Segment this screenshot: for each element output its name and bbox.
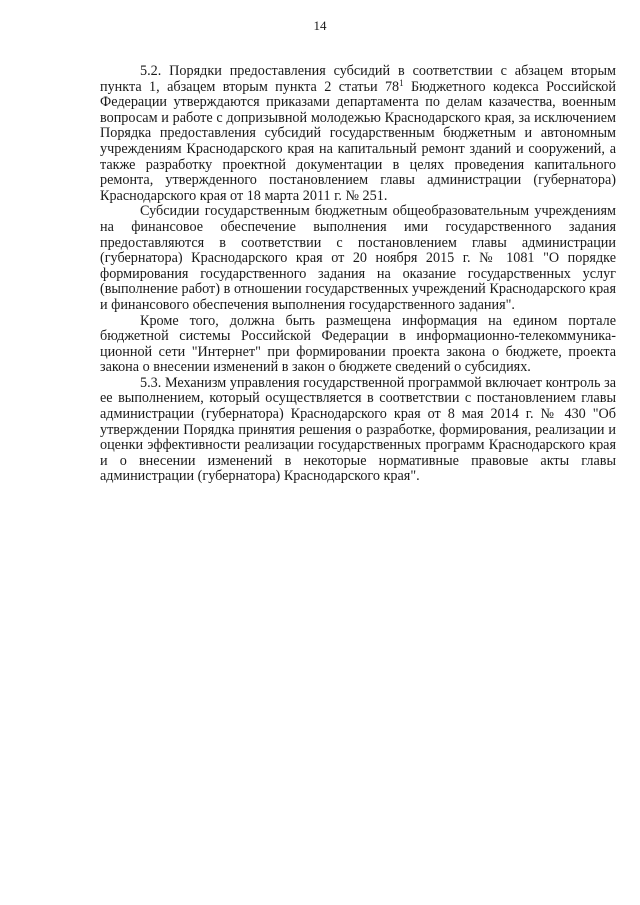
paragraph-5-2 bbox=[100, 64, 616, 204]
paragraph-5-3: 5.3. Механизм управления государственной программой включает контроль за ее выполнением, который осуществляется в соответствии с постановлением главы администрации (губернатора) Краснодарского края от 8 мая 2014 г. № 430 "Об утверждении Порядка принятия решения о разработке, формирования, реализации и оценки эффективности реализации государственных программ Краснодарского края и о внесении изменений в некоторые нормативные правовые акты главы администрации (губернатора) Краснодарского края". bbox=[100, 374, 616, 485]
paragraph-5-2-text-end: Бюджетного кодекса Российской Федерации утверждаются приказами департамента по делам казачества, военным вопросам и работе с допризывной молодежью Краснодарского края, за исключением Порядка предоставления субсидий государственным бюджетным и автономным учреждениям Краснодарского края на капитальный ремонт зданий и сооружений, а также разработку проектной документации в целях проведения капитального ремонта, утвержденного постановлением главы администрации (губернатора) Краснодарского края от 18 марта 2011 г. № 251. bbox=[100, 78, 616, 204]
page-number: 14 bbox=[313, 18, 327, 33]
document-body bbox=[100, 64, 616, 485]
paragraph-subsidies-state-assignment: Субсидии государственным бюджетным общеобразовательным учреждениям на финансовое обеспечение выполнения ими государственного задания предоставляются в соответствии с постановлением главы администрации (губернатора) Краснодарского края от 20 ноября 2015 г. № 1081 "О порядке формирования государственного задания на оказание государственных услуг (выполнение работ) в отношении государственных учреждений Краснодарского края и финансового обеспечения выполнения государственного задания". bbox=[100, 203, 616, 313]
superscript-article-index: 1 bbox=[399, 77, 404, 88]
paragraph-5-2-text-start: 5.2. Порядки предоставления субсидий в соответствии с абзацем вторым пункта 1, абзацем вторым пункта 2 статьи 78 bbox=[100, 63, 616, 95]
paragraph-portal-information: Кроме того, должна быть размещена информация на едином портале бюджетной системы Российской Федерации в информационно-телекоммуникационной сети "Интернет" при формировании проекта закона о бюджете, проекта закона о внесении изменений в закон о бюджете сведений о субсидиях. bbox=[100, 312, 616, 376]
